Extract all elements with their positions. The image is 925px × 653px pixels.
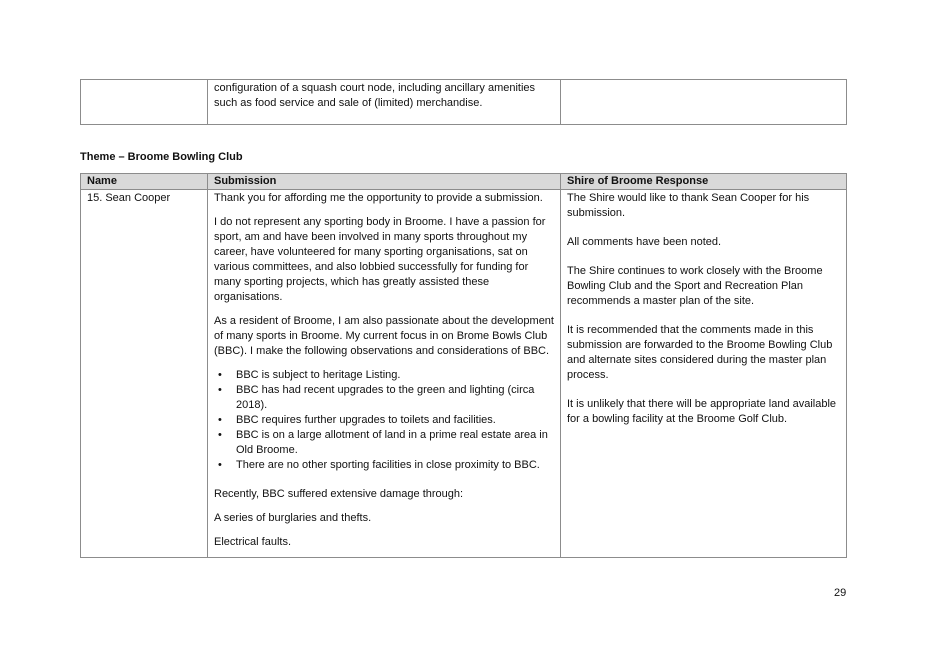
submission-cell: configuration of a squash court node, including ancillary amenities such as food service and sale of (limited) merchandise. xyxy=(208,80,561,125)
name-cell: 15. Sean Cooper xyxy=(81,190,208,558)
list-item: • BBC is subject to heritage Listing. xyxy=(214,368,554,383)
submissions-table xyxy=(80,173,847,558)
submission-paragraph: As a resident of Broome, I am also passionate about the development of many sports in Broome. My current focus in on Brome Bowls Club (BBC). I make the following observations and considerations of BBC. xyxy=(214,315,554,357)
observations-list xyxy=(214,368,554,473)
submission-paragraph: Electrical faults. xyxy=(214,536,292,548)
submission-cell xyxy=(208,190,561,558)
list-item: • BBC requires further upgrades to toilets and facilities. xyxy=(214,413,554,428)
response-paragraph: It is unlikely that there will be appropriate land available for a bowling facility at the Broome Golf Club. xyxy=(567,398,837,425)
header-submission: Submission xyxy=(208,174,561,190)
page-number: 29 xyxy=(834,587,847,599)
continuation-table xyxy=(80,79,847,125)
submission-paragraph: A series of burglaries and thefts. xyxy=(214,512,372,524)
response-paragraph: The Shire continues to work closely with the Broome Bowling Club and the Sport and Recreation Plan recommends a master plan of the site. xyxy=(567,265,823,307)
list-item: • BBC is on a large allotment of land in a prime real estate area in Old Broome. xyxy=(214,428,554,458)
header-row xyxy=(81,174,847,190)
header-response: Shire of Broome Response xyxy=(561,174,847,190)
submission-paragraph: Thank you for affording me the opportunity to provide a submission. xyxy=(214,192,543,204)
response-paragraph: The Shire would like to thank Sean Cooper for his submission. xyxy=(567,192,810,219)
list-item: • There are no other sporting facilities in close proximity to BBC. xyxy=(214,458,554,473)
name-cell xyxy=(81,80,208,125)
list-item: • BBC has had recent upgrades to the green and lighting (circa 2018). xyxy=(214,383,554,413)
response-paragraph: All comments have been noted. xyxy=(567,236,722,248)
theme-heading: Theme – Broome Bowling Club xyxy=(80,151,243,163)
table-row xyxy=(81,190,847,558)
table-row xyxy=(81,80,847,125)
response-cell xyxy=(561,80,847,125)
submission-paragraph: Recently, BBC suffered extensive damage through: xyxy=(214,488,464,500)
header-name: Name xyxy=(81,174,208,190)
response-cell xyxy=(561,190,847,558)
response-paragraph: It is recommended that the comments made in this submission are forwarded to the Broome Bowling Club and alternate sites considered during the master plan process. xyxy=(567,324,833,381)
submission-paragraph: I do not represent any sporting body in Broome. I have a passion for sport, am and have been involved in many sports throughout my career, have volunteered for many sporting organisations, sat on various committees, and also lobbied successfully for funding for many sporting projects, which has greatly assisted these organisations. xyxy=(214,216,546,303)
